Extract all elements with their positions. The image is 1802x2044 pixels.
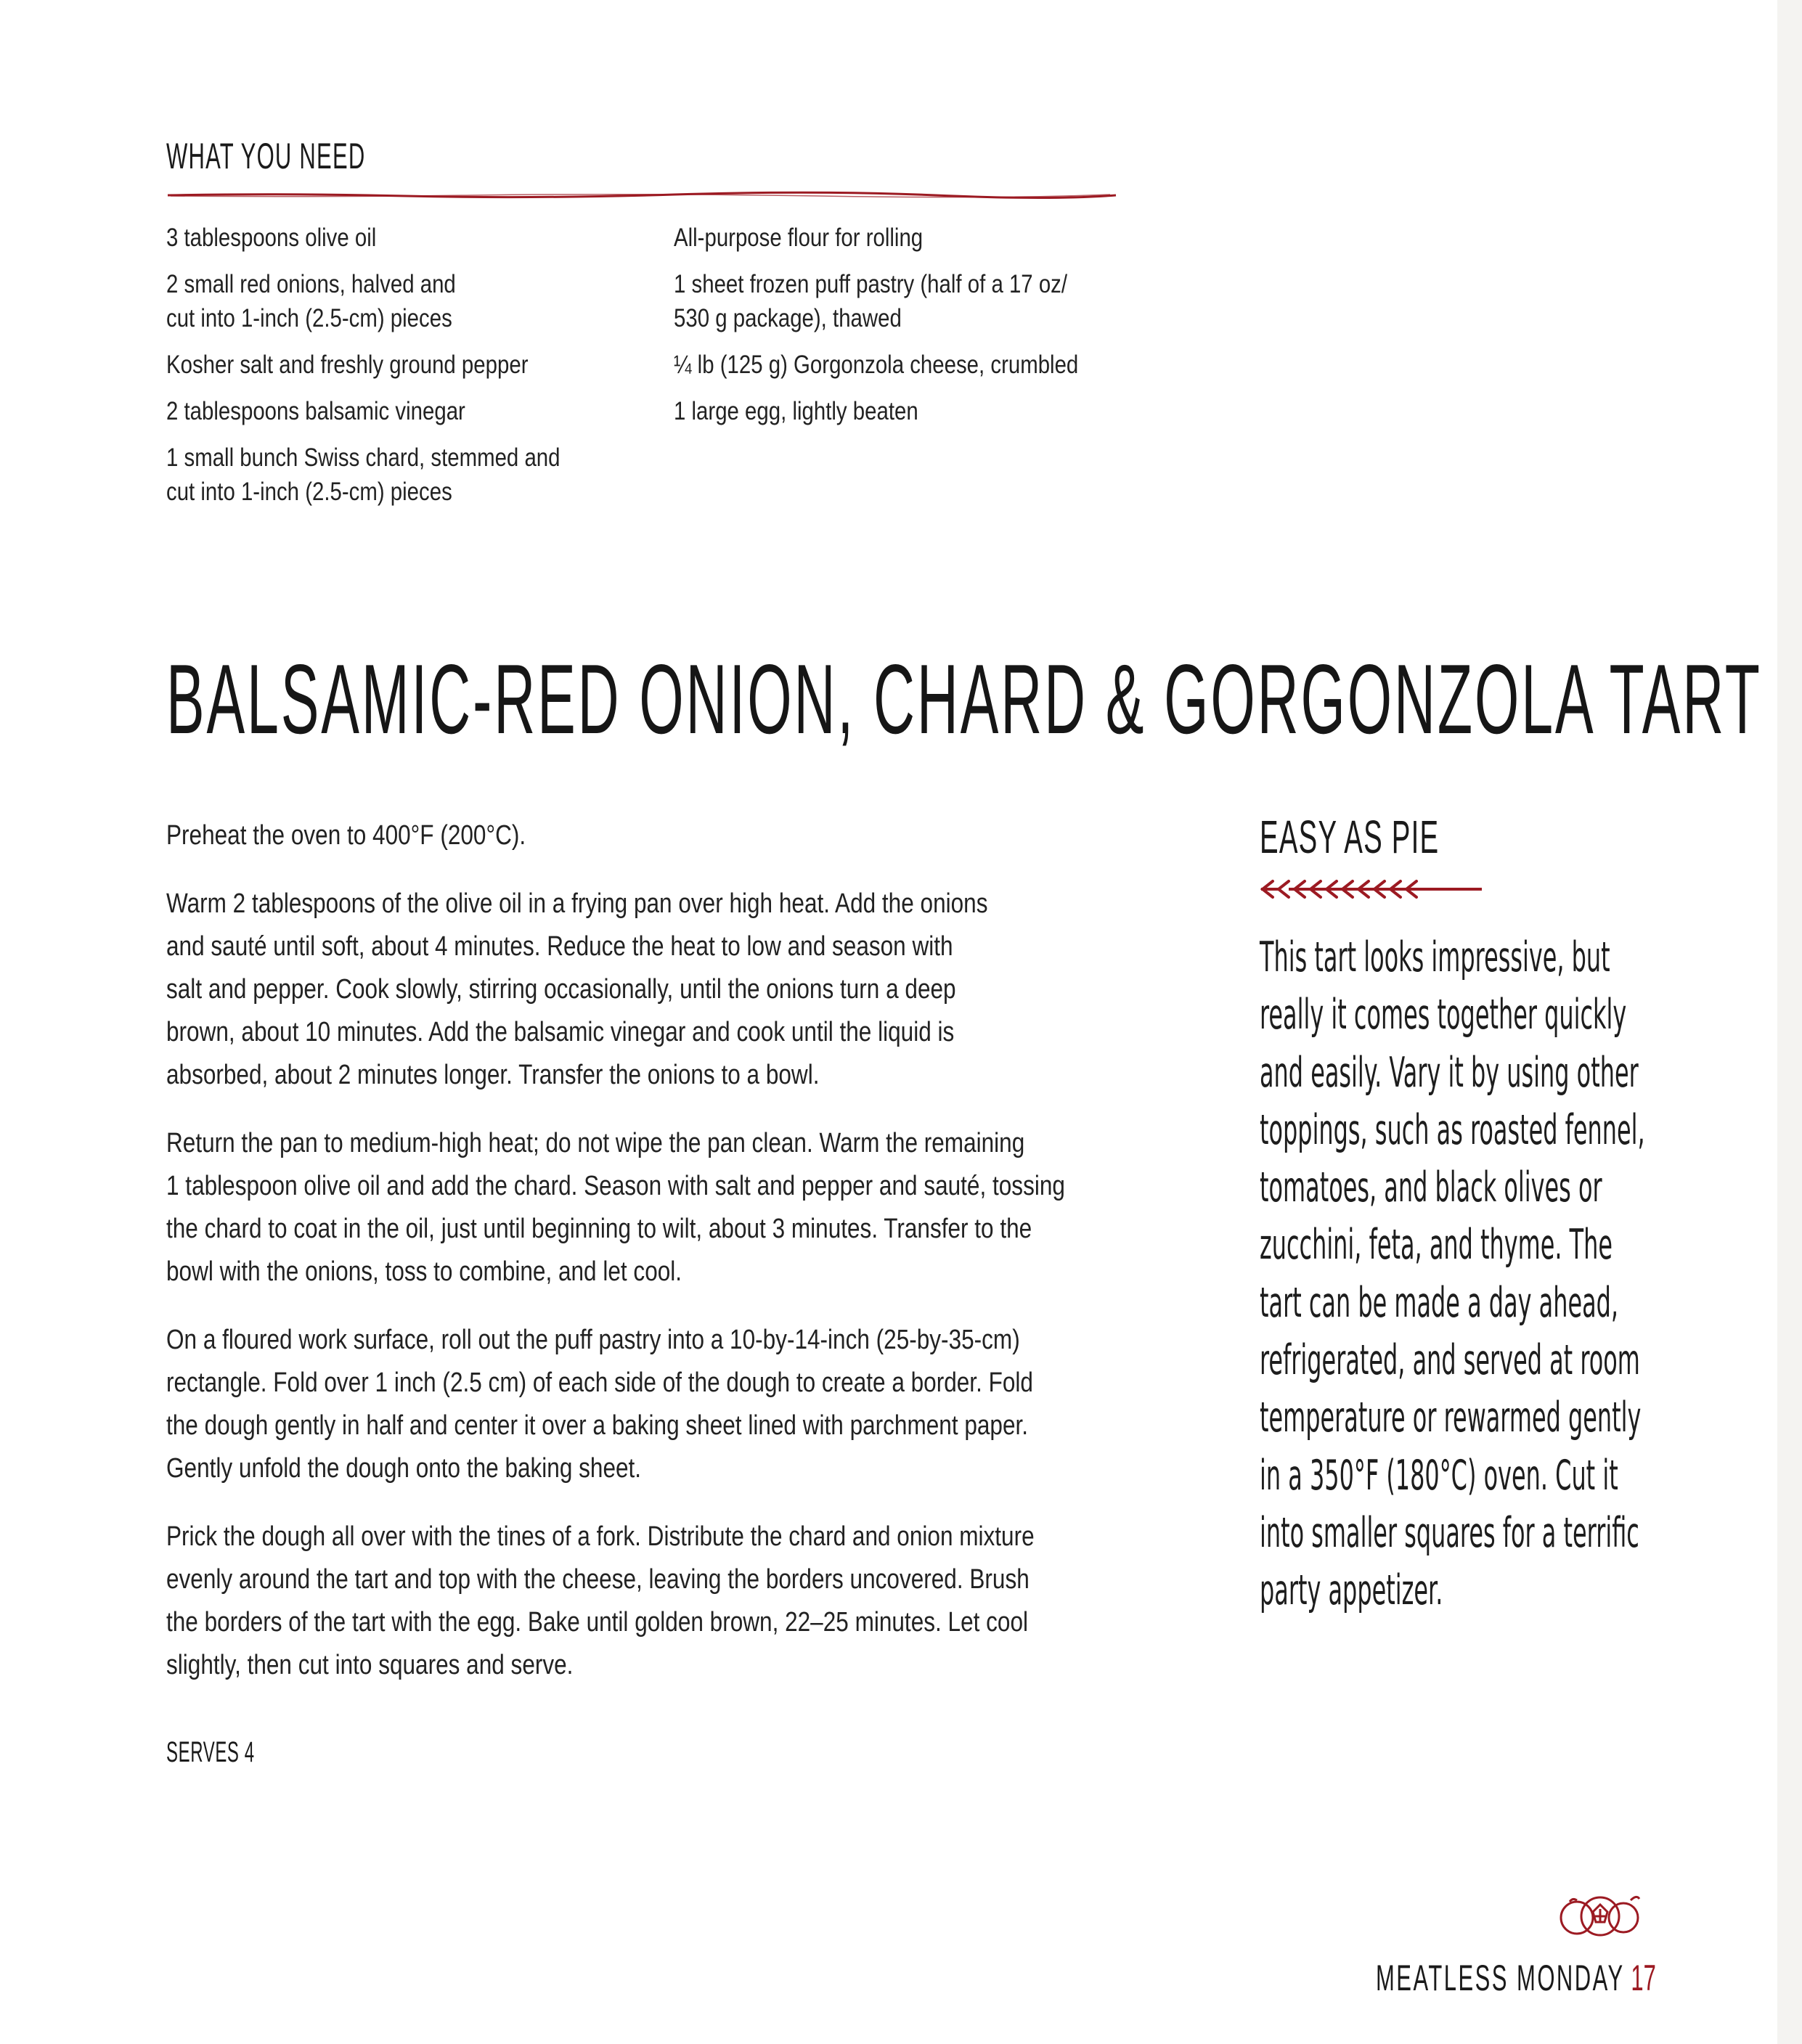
ingredient-item: All-purpose flour for rolling [674,224,924,252]
recipe-title: BALSAMIC-RED ONION, CHARD & GORGONZOLA TART [166,644,1762,754]
ingredient-item: 3 tablespoons olive oil [166,224,377,252]
footer [1376,1957,1656,1999]
sidebar-line: tomatoes, and black olives or [1260,1164,1602,1212]
page-number: 17 [1631,1958,1656,1998]
footer-section: MEATLESS MONDAY [1376,1958,1625,1998]
ingredients-left [166,221,616,521]
step-paragraph: Warm 2 tablespoons of the olive oil in a frying pan over high heat. Add the onions and sauté until soft, about 4 minutes. Reduce the heat to low and season with salt and pepper. Cook slowly, stirring occasionally, until the onions turn a deep brown, about 10 minutes. Add the balsamic vinegar and cook until the liquid is absorbed, about 2 minutes longer. Transfer the onions to a bowl. [166,888,988,1090]
sidebar-line: refrigerated, and served at room [1260,1336,1640,1385]
ingredients-right [674,221,1124,441]
sidebar-line: toppings, such as roasted fennel, [1260,1105,1645,1154]
sidebar-line: into smaller squares for a terrific [1260,1508,1639,1557]
sidebar-text [1260,929,1802,1620]
ingredient-item: ¼ lb (125 g) Gorgonzola cheese, crumbled [674,351,1079,379]
sidebar-line: really it comes together quickly [1260,991,1627,1039]
sidebar-line: and easily. Vary it by using other [1260,1048,1639,1097]
ingredient-item: 1 large egg, lightly beaten [674,397,918,425]
sidebar-line: temperature or rewarmed gently [1260,1394,1642,1442]
ingredient-item: 2 tablespoons balsamic vinegar [166,397,465,425]
sidebar-line: party appetizer. [1260,1566,1443,1615]
ingredient-item: Kosher salt and freshly ground pepper [166,351,529,379]
tomato-icon [1555,1890,1642,1941]
sidebar-line: zucchini, feta, and thyme. The [1260,1221,1613,1270]
serves: SERVES 4 [166,1736,255,1768]
sidebar-line: in a 350°F (180°C) oven. Cut it [1260,1451,1618,1500]
sidebar-line: tart can be made a day ahead, [1260,1278,1619,1327]
step-paragraph: On a floured work surface, roll out the puff pastry into a 10-by-14-inch (25-by-35-cm) rectangle. Fold over 1 inch (2.5 cm) of each side of the dough to create a border. Fold the dough gently in half and center it over a baking sheet lined with parchment paper. Gently unfold the dough onto the baking sheet. [166,1325,1033,1484]
sidebar-title: EASY AS PIE [1260,811,1440,863]
arrow-divider [1260,878,1485,900]
step-paragraph: Return the pan to medium-high heat; do not wipe the pan clean. Warm the remaining 1 tablespoon olive oil and add the chard. Season with salt and pepper and sauté, tossing the chard to coat in the oil, just until beginning to wilt, about 3 minutes. Transfer to the bowl with the onions, toss to combine, and let cool. [166,1128,1065,1287]
heading-divider [166,190,1117,200]
sidebar-line: This tart looks impressive, but [1260,933,1610,981]
ingredient-item: 2 small red onions, halved and cut into 1-inch (2.5-cm) pieces [166,270,456,332]
ingredient-item: 1 small bunch Swiss chard, stemmed and cut into 1-inch (2.5-cm) pieces [166,443,560,506]
recipe-steps [166,814,1110,1712]
step-paragraph: Preheat the oven to 400°F (200°C). [166,820,526,851]
what-you-need-heading: WHAT YOU NEED [166,136,366,176]
step-paragraph: Prick the dough all over with the tines of a fork. Distribute the chard and onion mixture evenly around the tart and top with the cheese, leaving the borders uncovered. Brush the borders of the tart with the egg. Bake until golden brown, 22–25 minutes. Let cool slightly, then cut into squares and serve. [166,1521,1035,1680]
ingredient-item: 1 sheet frozen puff pastry (half of a 17 oz/ 530 g package), thawed [674,270,1068,332]
